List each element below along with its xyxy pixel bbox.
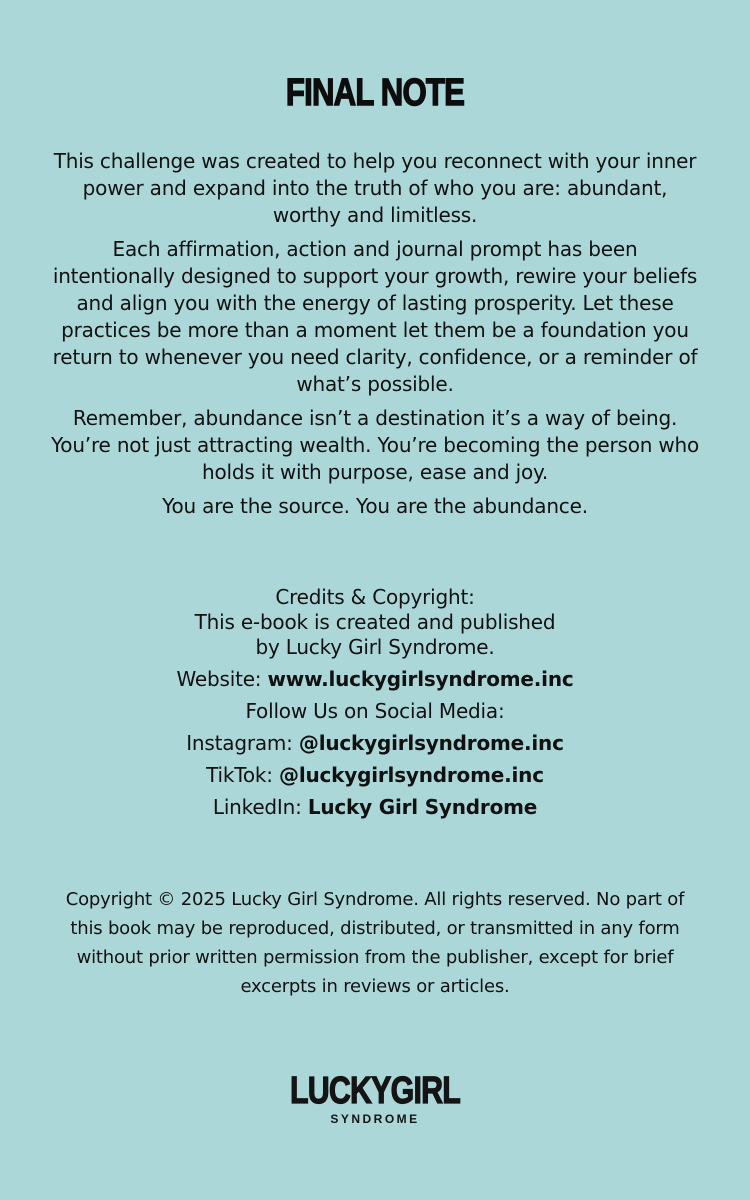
paragraph-abundance: Remember, abundance isn’t a destination it’s a way of being. You’re not just attracting wealth. You’re becoming the person who holds it with purpose, ease and joy. bbox=[50, 406, 700, 484]
paragraph-practices: Each affirmation, action and journal prompt has been intentionally designed to support your growth, rewire your beliefs and align you with the energy of lasting prosperity. Let these practices be more than a moment let them be a foundation you return to whenever you need clarity, confidence, or a reminder of what’s possible. bbox=[52, 237, 698, 396]
website-link[interactable]: www.luckygirlsyndrome.inc bbox=[267, 667, 574, 691]
logo-wordmark: LUCKYGIRL bbox=[289, 1070, 461, 1112]
credits-heading: Credits & Copyright: bbox=[275, 585, 475, 609]
instagram-link[interactable]: @luckygirlsyndrome.inc bbox=[298, 731, 564, 755]
website-label: Website: bbox=[176, 667, 262, 691]
linkedin-label: LinkedIn: bbox=[212, 795, 302, 819]
copyright-notice: Copyright © 2025 Lucky Girl Syndrome. All rights reserved. No part of this book may be reproduced, distributed, or transmitted in any form without prior written permission from the publisher, except for brief excerpts in reviews or articles. bbox=[65, 889, 685, 997]
paragraph-closing: You are the source. You are the abundance. bbox=[162, 494, 588, 518]
instagram-row bbox=[75, 731, 675, 756]
tiktok-link[interactable]: @luckygirlsyndrome.inc bbox=[279, 763, 544, 787]
paragraph-intro: This challenge was created to help you reconnect with your inner power and expand into the truth of who you are: abundant, worthy and limitless. bbox=[53, 149, 697, 227]
linkedin-row bbox=[75, 795, 675, 820]
instagram-label: Instagram: bbox=[186, 731, 293, 755]
final-note-body bbox=[50, 148, 700, 527]
brand-logo bbox=[0, 1068, 750, 1126]
tiktok-row bbox=[75, 763, 675, 788]
credits-line-2: by Lucky Girl Syndrome. bbox=[255, 635, 495, 659]
credits-line-1: This e-book is created and published bbox=[194, 610, 556, 634]
website-row bbox=[75, 667, 675, 692]
page-title: FINAL NOTE bbox=[285, 72, 465, 114]
follow-heading: Follow Us on Social Media: bbox=[245, 699, 505, 723]
credits-section bbox=[75, 585, 675, 820]
logo-subtitle: SYNDROME bbox=[330, 1112, 420, 1126]
tiktok-label: TikTok: bbox=[206, 763, 273, 787]
linkedin-link[interactable]: Lucky Girl Syndrome bbox=[307, 795, 538, 819]
